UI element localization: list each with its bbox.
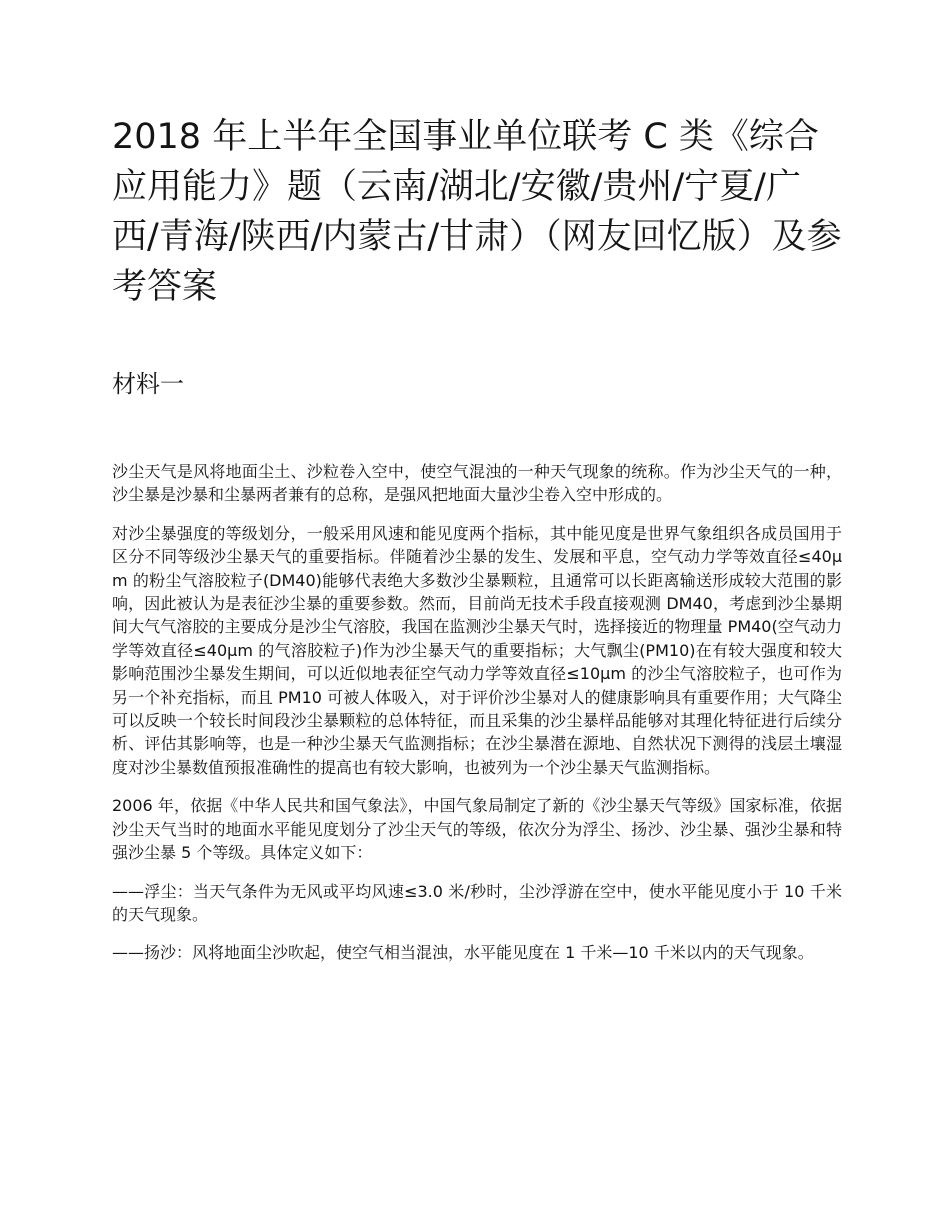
document-title: 2018 年上半年全国事业单位联考 C 类《综合应用能力》题（云南/湖北/安徽/贵州/宁夏/广西/青海/陕西/内蒙古/甘肃）（网友回忆版）及参考答案 [112,117,842,307]
paragraph-blowing-sand: ——扬沙：风将地面尘沙吹起，使空气相当混浊，水平能见度在 1 千米—10 千米以内的天气现象。 [112,943,814,963]
paragraph-floating-dust: ——浮尘：当天气条件为无风或平均风速≤3.0 米/秒时，尘沙浮游在空中，使水平能见度小于 10 千米的天气现象。 [112,881,842,924]
paragraph-intensity-indicators: 对沙尘暴强度的等级划分，一般采用风速和能见度两个指标，其中能见度是世界气象组织各成员国用于区分不同等级沙尘暴天气的重要指标。伴随着沙尘暴的发生、发展和平息，空气动力学等效直径≤40μm 的粉尘气溶胶粒子(DM40)能够代表绝大多数沙尘暴颗粒，且通常可以长距离输送形成较大范围的影响，因此被认为是表征沙尘暴的重要参数。然而，目前尚无技术手段直接观测 DM40，考虑到沙尘暴期间大气气溶胶的主要成分是沙尘气溶胶，我国在监测沙尘暴天气时，选择接近的物理量 PM40(空气动力学等效直径≤40μm 的气溶胶粒子)作为沙尘暴天气的重要指标；大气飘尘(PM10)在有较大强度和较大影响范围沙尘暴发生期间，可以近似地表征空气动力学等效直径≤10μm 的沙尘气溶胶粒子，也可作为另一个补充指标，而且 PM10 可被人体吸入，对于评价沙尘暴对人的健康影响具有重要作用；大气降尘可以反映一个较长时间段沙尘暴颗粒的总体特征，而且采集的沙尘暴样品能够对其理化特征进行后续分析、评估其影响等，也是一种沙尘暴天气监测指标；在沙尘暴潜在源地、自然状况下测得的浅层土壤湿度对沙尘暴数值预报准确性的提高也有较大影响，也被列为一个沙尘暴天气监测指标。 [112,523,842,777]
document-body [112,460,842,980]
paragraph-national-standard: 2006 年，依据《中华人民共和国气象法》，中国气象局制定了新的《沙尘暴天气等级》国家标准，依据沙尘天气当时的地面水平能见度划分了沙尘天气的等级，依次分为浮尘、扬沙、沙尘暴、强沙尘暴和特强沙尘暴 5 个等级。具体定义如下： [112,796,842,863]
section-heading: 材料一 [112,370,184,398]
paragraph-sandstorm-definition: 沙尘天气是风将地面尘土、沙粒卷入空中，使空气混浊的一种天气现象的统称。作为沙尘天气的一种，沙尘暴是沙暴和尘暴两者兼有的总称，是强风把地面大量沙尘卷入空中形成的。 [112,462,842,505]
